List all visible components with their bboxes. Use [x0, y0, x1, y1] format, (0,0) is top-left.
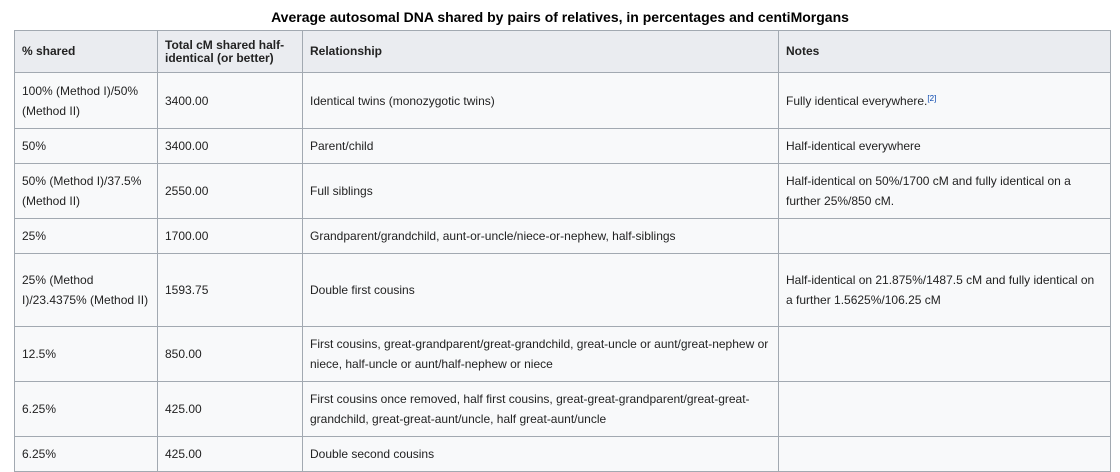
cell-notes [779, 327, 1111, 382]
cell-total-cm: 1700.00 [158, 219, 303, 254]
table-row [15, 327, 1111, 382]
cell-relationship: Double second cousins [303, 437, 779, 472]
cell-percent-shared: 50% (Method I)/37.5% (Method II) [15, 164, 158, 219]
cell-relationship: Parent/child [303, 129, 779, 164]
header-notes[interactable]: Notes [779, 31, 1111, 73]
cell-notes [779, 437, 1111, 472]
table-row [15, 164, 1111, 219]
cell-notes: Half-identical on 21.875%/1487.5 cM and fully identical on a further 1.5625%/106.25 cM [779, 254, 1111, 327]
cell-percent-shared: 100% (Method I)/50% (Method II) [15, 73, 158, 129]
cell-notes: Half-identical on 50%/1700 cM and fully identical on a further 25%/850 cM. [779, 164, 1111, 219]
cell-notes [779, 219, 1111, 254]
relatives-dna-table [14, 30, 1111, 472]
cell-relationship: Full siblings [303, 164, 779, 219]
cell-percent-shared: 25% [15, 219, 158, 254]
cell-total-cm: 425.00 [158, 382, 303, 437]
cell-notes [779, 73, 1111, 129]
cell-total-cm: 3400.00 [158, 129, 303, 164]
table-caption: Average autosomal DNA shared by pairs of relatives, in percentages and centiMorgans [271, 9, 849, 25]
cell-percent-shared: 12.5% [15, 327, 158, 382]
cell-percent-shared: 50% [15, 129, 158, 164]
table-row [15, 73, 1111, 129]
cell-total-cm: 425.00 [158, 437, 303, 472]
cell-total-cm: 850.00 [158, 327, 303, 382]
cell-percent-shared: 25% (Method I)/23.4375% (Method II) [15, 254, 158, 327]
cell-notes: Half-identical everywhere [779, 129, 1111, 164]
cell-total-cm: 1593.75 [158, 254, 303, 327]
cell-relationship: First cousins, great-grandparent/great-grandchild, great-uncle or aunt/great-nephew or niece, half-uncle or aunt/half-nephew or niece [303, 327, 779, 382]
cell-relationship: Grandparent/grandchild, aunt-or-uncle/niece-or-nephew, half-siblings [303, 219, 779, 254]
cell-total-cm: 2550.00 [158, 164, 303, 219]
notes-text: Fully identical everywhere. [786, 93, 928, 108]
header-relationship[interactable]: Relationship [303, 31, 779, 73]
cell-total-cm: 3400.00 [158, 73, 303, 129]
table-row [15, 382, 1111, 437]
header-percent-shared[interactable]: % shared [15, 31, 158, 73]
reference-link[interactable]: [2] [927, 93, 937, 103]
table-header-row [15, 31, 1111, 73]
cell-notes [779, 382, 1111, 437]
cell-relationship: Identical twins (monozygotic twins) [303, 73, 779, 129]
table-row [15, 129, 1111, 164]
table-row [15, 437, 1111, 472]
table-row [15, 219, 1111, 254]
table-row [15, 254, 1111, 327]
cell-percent-shared: 6.25% [15, 437, 158, 472]
cell-relationship: First cousins once removed, half first cousins, great-great-grandparent/great-great-grandchild, great-great-aunt/uncle, half great-aunt/uncle [303, 382, 779, 437]
cell-relationship: Double first cousins [303, 254, 779, 327]
cell-percent-shared: 6.25% [15, 382, 158, 437]
header-total-cm[interactable]: Total cM shared half-identical (or better) [158, 31, 303, 73]
